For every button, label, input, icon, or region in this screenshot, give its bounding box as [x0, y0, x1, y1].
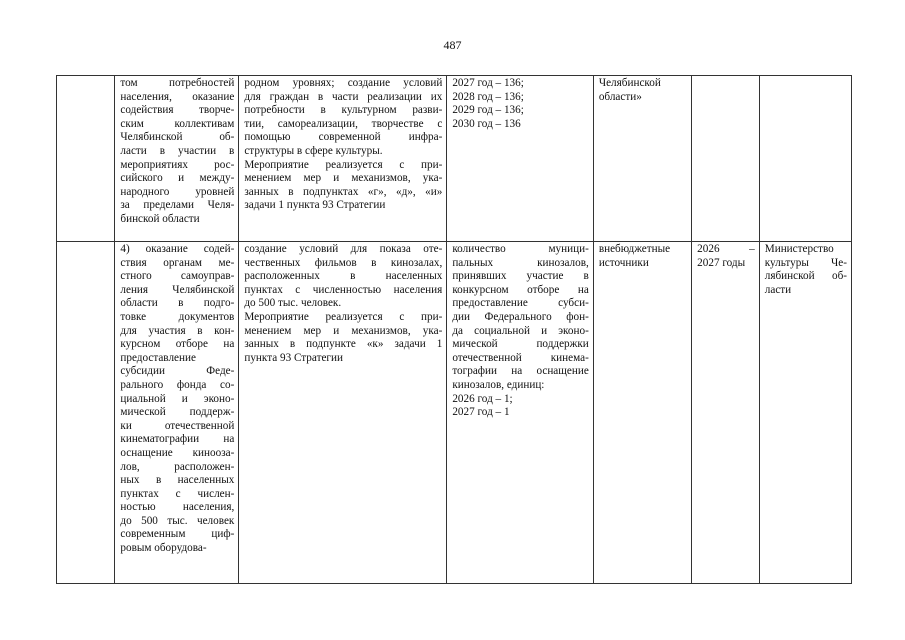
text-line: 2029 год – 136; [452, 104, 524, 117]
text-line: стного самоуправ- [120, 270, 235, 283]
table-row [57, 242, 852, 584]
text-line: пальных кинозалов, [452, 256, 589, 269]
text-line: предоставление субси- [452, 297, 589, 310]
cell-responsible [759, 76, 851, 242]
text-line: мической поддерж- [120, 406, 235, 419]
text-line: 2026 год – 1; [452, 392, 513, 405]
text-line: ностью населения, [120, 501, 235, 514]
text-line: занных в подпунктах «г», «д», «и» [244, 185, 443, 198]
text-line: ления Челябинской [120, 283, 235, 296]
text-line: тии, самореализации, творчестве с [244, 117, 443, 130]
text-line: за пределами Челя- [120, 199, 235, 212]
text-line: области в подго- [120, 297, 235, 310]
text-line: ных в населенных [120, 474, 235, 487]
text-line: менением мер и механизмов, ука- [244, 324, 443, 337]
cell-number [57, 242, 115, 584]
text-line: том потребностей [120, 77, 235, 89]
text-line: Министерство [764, 243, 834, 255]
text-line: населения, оказание [120, 90, 235, 103]
text-line: лябинской об- [764, 270, 847, 283]
description-paragraph [244, 77, 442, 159]
cell-description [239, 76, 447, 242]
text-line: кинозалов, единиц: [452, 378, 545, 391]
text-line: Мероприятие реализуется с при- [244, 158, 443, 171]
text-line: товке документов [120, 310, 235, 323]
text-line: бинской области [120, 212, 200, 225]
text-line: принявших участие в [452, 270, 589, 283]
text-line: расположенных в населенных [244, 270, 443, 283]
text-line: культуры Че- [764, 256, 847, 269]
cell-activity [115, 242, 239, 584]
cell-period [692, 242, 760, 584]
text-line: менением мер и механизмов, ука- [244, 172, 443, 185]
cell-responsible [759, 242, 851, 584]
text-line: народного уровней [120, 185, 235, 198]
text-line: Челябинской об- [120, 131, 235, 144]
text-line: циальной и эконо- [120, 392, 235, 405]
text-line: пунктах с численностью населения [244, 283, 443, 296]
text-line: источники [598, 256, 649, 269]
text-line: ки отечественной [120, 419, 235, 432]
text-line: потребности в культурном разви- [244, 104, 443, 117]
text-line: курсном отборе на [120, 338, 235, 351]
text-line: 2030 год – 136 [452, 117, 521, 130]
text-line: 4) оказание содей- [120, 243, 235, 255]
description-paragraph [244, 311, 442, 365]
text-line: ским коллективам [120, 117, 235, 130]
text-line: создание условий для показа оте- [244, 243, 443, 255]
text-line: мической поддержки [452, 338, 589, 351]
table-row [57, 76, 852, 242]
cell-description [239, 242, 447, 584]
cell-source [593, 242, 691, 584]
cell-number [57, 76, 115, 242]
text-line: ласти в участии в [120, 144, 235, 157]
text-line: родном уровнях; создание условий [244, 77, 443, 89]
text-line: области» [598, 90, 642, 103]
text-line: конкурсном отборе на [452, 283, 589, 296]
cell-indicator [447, 76, 594, 242]
text-line: рального фонда со- [120, 378, 235, 391]
text-line: до 500 тыс. человек. [244, 297, 342, 310]
text-line: количество муници- [452, 243, 589, 255]
text-line: да социальной и эконо- [452, 324, 589, 337]
text-line: тографии на оснащение [452, 365, 589, 378]
description-paragraph [244, 159, 442, 213]
text-line: для участия в кон- [120, 324, 235, 337]
text-line: оснащение кинооза- [120, 446, 235, 459]
text-line: содействия творче- [120, 104, 235, 117]
text-line: пункта 93 Стратегии [244, 351, 343, 364]
text-line: 2027 год – 1 [452, 406, 510, 419]
text-line: 2028 год – 136; [452, 90, 524, 103]
text-line: занных в подпункте «к» задачи 1 [244, 338, 443, 351]
text-line: для граждан в части реализации их [244, 90, 443, 103]
document-table [56, 75, 852, 584]
cell-period [692, 76, 760, 242]
text-line: кинематографии на [120, 433, 235, 446]
text-line: ровым оборудова- [120, 542, 207, 555]
cell-activity [115, 76, 239, 242]
cell-source [593, 76, 691, 242]
text-line: ласти [764, 283, 792, 296]
text-line: до 500 тыс. человек [120, 514, 235, 527]
text-line: современным циф- [120, 528, 235, 541]
text-line: помощью современной инфра- [244, 131, 443, 144]
text-line: структуры в сфере культуры. [244, 144, 383, 157]
text-line: 2026 – [697, 243, 755, 255]
text-line: Челябинской [598, 77, 661, 89]
text-line: пунктах с числен- [120, 487, 235, 500]
text-line: ствия органам ме- [120, 256, 235, 269]
text-line: Мероприятие реализуется с при- [244, 310, 443, 323]
text-line: 2027 год – 136; [452, 77, 524, 89]
text-line: дии Федерального фон- [452, 310, 589, 323]
text-line: отечественной кинема- [452, 351, 589, 364]
text-line: внебюджетные [598, 243, 671, 255]
text-line: 2027 годы [697, 256, 746, 269]
page-number: 487 [443, 38, 462, 52]
text-line: лов, расположен- [120, 460, 235, 473]
text-line: субсидии Феде- [120, 365, 235, 378]
description-paragraph [244, 243, 442, 311]
cell-indicator [447, 242, 594, 584]
text-line: предоставление [120, 351, 196, 364]
text-line: чественных фильмов в кинозалах, [244, 256, 443, 269]
text-line: задачи 1 пункта 93 Стратегии [244, 199, 386, 212]
text-line: сийского и между- [120, 172, 235, 185]
text-line: мероприятиях рос- [120, 158, 235, 171]
